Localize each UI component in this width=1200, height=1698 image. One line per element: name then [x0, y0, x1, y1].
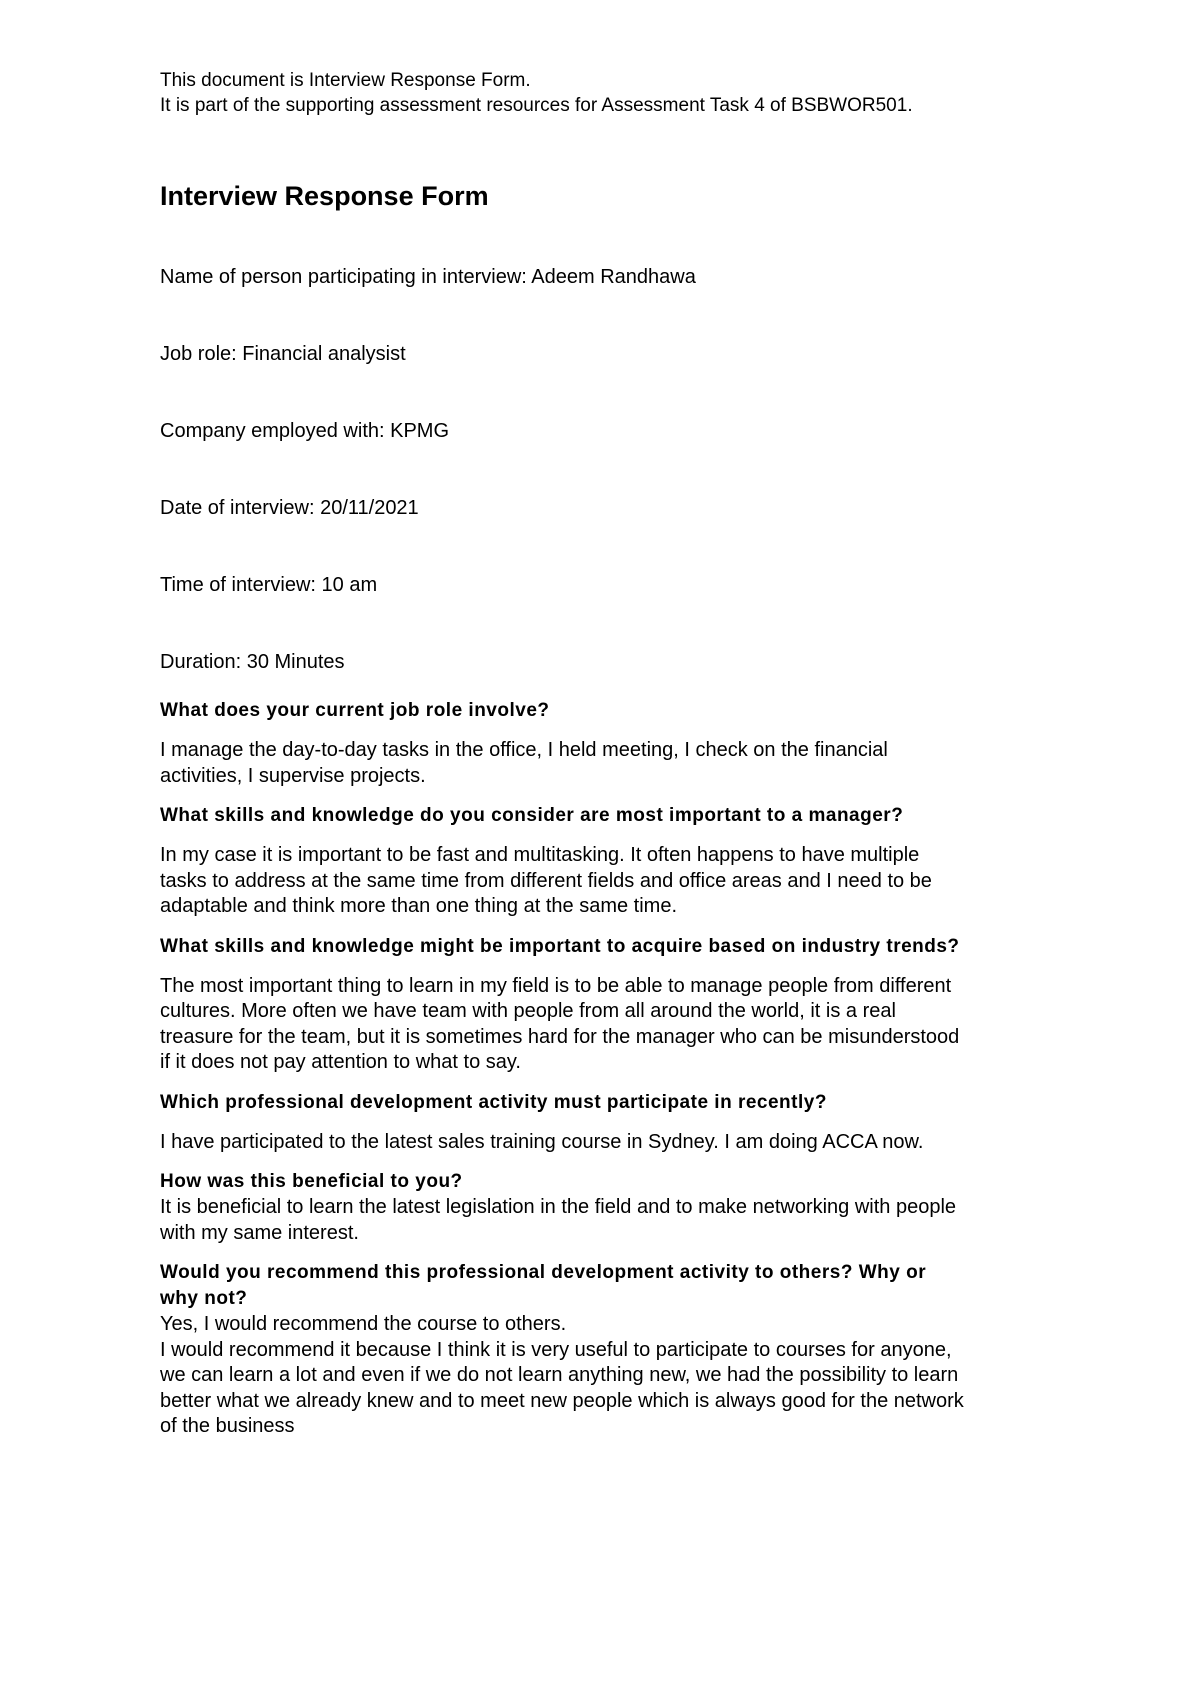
answer-1-line-1: I manage the day-to-day tasks in the office, I held meeting, I check on the financial [160, 739, 888, 761]
document-title: Interview Response Form [160, 181, 489, 211]
answer-6-line-1: Yes, I would recommend the course to others. [160, 1313, 567, 1335]
intro-line-2: It is part of the supporting assessment resources for Assessment Task 4 of BSBWOR501. [160, 95, 913, 116]
question-6-line-2: why not? [160, 1288, 248, 1309]
answer-2-line-3: adaptable and think more than one thing at the same time. [160, 895, 678, 917]
field-duration: Duration: 30 Minutes [160, 651, 345, 673]
field-job-role: Job role: Financial analysist [160, 343, 406, 365]
answer-4-line-1: I have participated to the latest sales training course in Sydney. I am doing ACCA now. [160, 1130, 924, 1153]
field-name: Name of person participating in interview: Adeem Randhawa [160, 266, 696, 288]
answer-5-line-2: with my same interest. [160, 1221, 359, 1244]
field-date: Date of interview: 20/11/2021 [160, 497, 419, 519]
question-5: How was this beneficial to you? [160, 1171, 463, 1192]
question-3: What skills and knowledge might be important to acquire based on industry trends? [160, 935, 960, 957]
answer-6-line-3: we can learn a lot and even if we do not learn anything new, we had the possibility to learn [160, 1364, 959, 1386]
answer-6-line-2: I would recommend it because I think it is very useful to participate to courses for anyone, [160, 1338, 952, 1361]
intro-line-1: This document is Interview Response Form. [160, 70, 531, 91]
answer-1-line-2: activities, I supervise projects. [160, 764, 426, 787]
answer-6-line-4: better what we already knew and to meet new people which is always good for the network [160, 1389, 964, 1412]
question-4: Which professional development activity must participate in recently? [160, 1091, 827, 1113]
question-2: What skills and knowledge do you consider are most important to a manager? [160, 805, 904, 826]
answer-2-line-1: In my case it is important to be fast and multitasking. It often happens to have multiple [160, 844, 920, 866]
qa-section [160, 698, 1060, 1440]
answer-5-line-1: It is beneficial to learn the latest legislation in the field and to make networking with people [160, 1196, 957, 1218]
answer-3-line-3: treasure for the team, but it is sometimes hard for the manager who can be misunderstood [160, 1025, 960, 1048]
answer-3-line-1: The most important thing to learn in my field is to be able to manage people from different [160, 974, 952, 997]
field-company: Company employed with: KPMG [160, 420, 450, 442]
question-6-line-1: Would you recommend this professional development activity to others? Why or [160, 1262, 927, 1283]
document-page [160, 68, 1060, 1437]
answer-3-line-4: if it does not pay attention to what to say. [160, 1051, 521, 1073]
answer-6-line-5: of the business [160, 1415, 295, 1437]
answer-3-line-2: cultures. More often we have team with people from all around the world, it is a real [160, 1000, 896, 1022]
field-time: Time of interview: 10 am [160, 574, 378, 596]
answer-2-line-2: tasks to address at the same time from different fields and office areas and I need to be [160, 869, 932, 892]
question-1: What does your current job role involve? [160, 700, 550, 721]
